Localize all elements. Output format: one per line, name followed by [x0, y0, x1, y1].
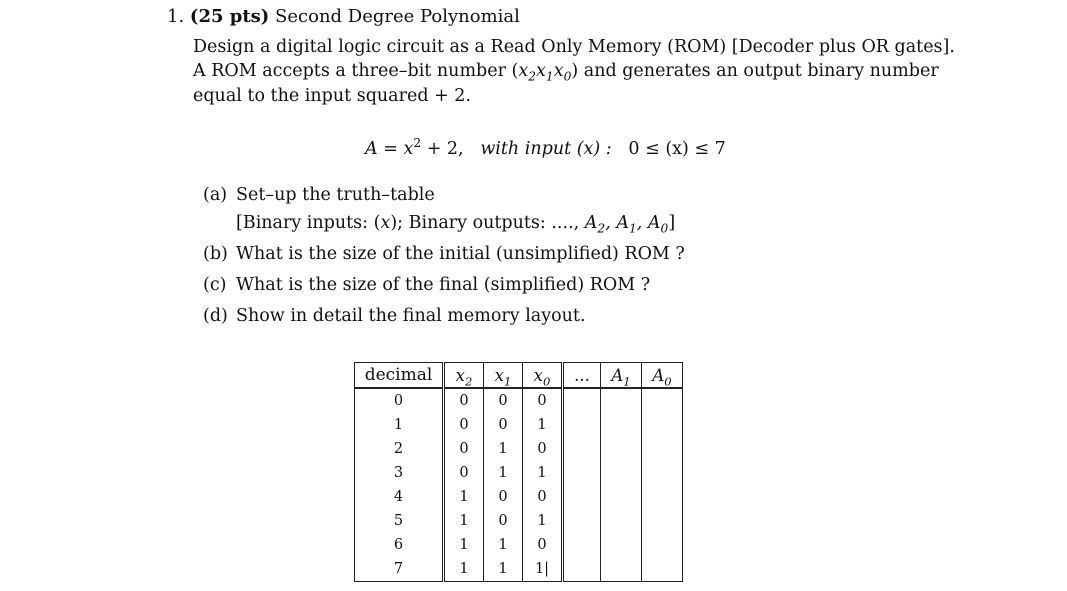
- cell-x0: 1: [523, 413, 563, 437]
- problem-number: 1.: [167, 6, 185, 27]
- cell-a0: [642, 509, 683, 533]
- problem-heading: [167, 6, 520, 27]
- cell-x0: 0: [523, 388, 563, 413]
- cell-dots: [563, 509, 601, 533]
- cell-x2: 1: [444, 509, 484, 533]
- header-x1: $x_1$: [484, 363, 523, 389]
- header-dots: ...: [563, 363, 601, 389]
- cell-x2: 0: [444, 437, 484, 461]
- cell-a0: [642, 413, 683, 437]
- input-bits: $x_2x_1x_0$: [518, 61, 572, 84]
- outputs-list: $A_2$, $A_1$, $A_0$: [584, 213, 669, 236]
- cell-x1: 0: [484, 388, 523, 413]
- cell-x1: 0: [484, 413, 523, 437]
- cell-x2: 0: [444, 461, 484, 485]
- cell-decimal: 5: [355, 509, 444, 533]
- cell-decimal: 2: [355, 437, 444, 461]
- cell-x0: 0: [523, 485, 563, 509]
- header-decimal: decimal: [355, 363, 444, 389]
- cell-x1: 0: [484, 509, 523, 533]
- description-line-1: Design a digital logic circuit as a Read Only Memory (ROM) [Decoder plus OR gates].: [193, 37, 955, 57]
- table-header-row: [355, 363, 683, 389]
- part-b: (b) What is the size of the initial (unsimplified) ROM ?: [203, 244, 685, 264]
- cell-decimal: 6: [355, 533, 444, 557]
- cell-decimal: 7: [355, 557, 444, 582]
- cell-x0: 1: [523, 461, 563, 485]
- description-line-2: A ROM accepts a three–bit number $(x_2x_1x_0)$ and generates an output binary number: [193, 61, 939, 84]
- table-row: [355, 485, 683, 509]
- table-row: [355, 461, 683, 485]
- cell-dots: [563, 557, 601, 582]
- table-row: [355, 509, 683, 533]
- cell-x1: 1: [484, 461, 523, 485]
- equation-with-text: with input (x) :: [480, 139, 612, 159]
- cell-x0: 0: [523, 533, 563, 557]
- cell-x1: 1: [484, 557, 523, 582]
- cell-x2: 0: [444, 413, 484, 437]
- cell-decimal: 3: [355, 461, 444, 485]
- table-row: [355, 557, 683, 582]
- cell-a1: [601, 485, 642, 509]
- cell-a1: [601, 509, 642, 533]
- table-row: [355, 388, 683, 413]
- cell-a0: [642, 533, 683, 557]
- cell-x2: 1: [444, 557, 484, 582]
- table-row: [355, 437, 683, 461]
- header-a0: $A_0$: [642, 363, 683, 389]
- cell-decimal: 4: [355, 485, 444, 509]
- header-x0: $x_0$: [523, 363, 563, 389]
- cell-a0: [642, 557, 683, 582]
- header-x2: $x_2$: [444, 363, 484, 389]
- part-c: (c) What is the size of the final (simplified) ROM ?: [203, 275, 651, 295]
- cell-a1: [601, 533, 642, 557]
- problem-title: Second Degree Polynomial: [275, 6, 520, 27]
- cell-x2: 1: [444, 485, 484, 509]
- cell-x1: 1: [484, 437, 523, 461]
- cell-x0: 0: [523, 437, 563, 461]
- cell-decimal: 0: [355, 388, 444, 413]
- cell-a0: [642, 461, 683, 485]
- cell-a1: [601, 461, 642, 485]
- table-row: [355, 413, 683, 437]
- cell-x1: 0: [484, 485, 523, 509]
- problem-points: (25 pts): [189, 6, 270, 27]
- part-a-sub: [Binary inputs: (x); Binary outputs: ...., $A_2$, $A_1$, $A_0$]: [236, 213, 676, 236]
- cell-dots: [563, 437, 601, 461]
- cell-dots: [563, 533, 601, 557]
- cell-dots: [563, 461, 601, 485]
- cell-a1: [601, 557, 642, 582]
- description-line-3: equal to the input squared + 2.: [193, 86, 472, 106]
- equation-range: 0 ≤ (x) ≤ 7: [628, 139, 726, 159]
- header-a1: $A_1$: [601, 363, 642, 389]
- cell-a0: [642, 485, 683, 509]
- cell-x2: 0: [444, 388, 484, 413]
- cell-a1: [601, 388, 642, 413]
- part-a: (a) Set–up the truth–table: [203, 185, 435, 205]
- cell-a0: [642, 388, 683, 413]
- truth-table: [354, 362, 683, 582]
- cell-x1: 1: [484, 533, 523, 557]
- cell-decimal: 1: [355, 413, 444, 437]
- part-d: (d) Show in detail the final memory layout.: [203, 306, 586, 326]
- cell-dots: [563, 485, 601, 509]
- cell-x2: 1: [444, 533, 484, 557]
- cell-dots: [563, 413, 601, 437]
- cell-a1: [601, 413, 642, 437]
- cell-x0: 1: [523, 509, 563, 533]
- cell-a0: [642, 437, 683, 461]
- cell-a1: [601, 437, 642, 461]
- cell-x0: 1|: [523, 557, 563, 582]
- table-row: [355, 533, 683, 557]
- cell-dots: [563, 388, 601, 413]
- equation: $A = x^2 + 2$, with input (x) : 0 ≤ (x) ≤ 7: [365, 136, 726, 159]
